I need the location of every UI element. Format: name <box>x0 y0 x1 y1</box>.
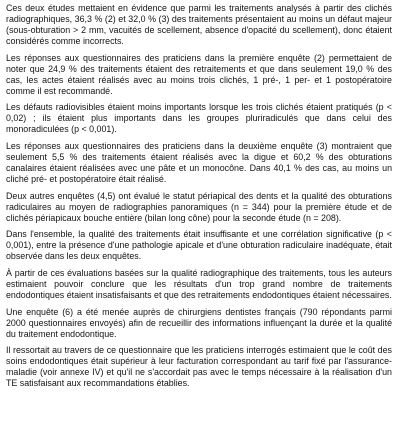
paragraph-cost-findings: Il ressortait au travers de ce questionnaire que les praticiens interrogés estimaient que le coût des soins endodontiques était supérieur à leur facturation correspondant au tarif fixé par l'assurance-maladie (voir annexe IV) et qu'il ne s'accordait pas avec le temps nécessaire à la réalisation d'un TE satisfaisant aux recommandations établies. <box>6 345 392 389</box>
paragraph-overall-quality: Dans l'ensemble, la qualité des traitements était insuffisante et une corrélation significative (p < 0,001), entre la présence d'une pathologie apicale et d'une obturation radiculaire inadéquate, était observée dans les deux enquêtes. <box>6 229 392 262</box>
paragraph-authors-conclusion: À partir de ces évaluations basées sur la qualité radiographique des traitements, tous les auteurs estimaient pouvoir conclure que les résultats d'un trop grand nombre de traitements endodontiques étaient insatisfaisants et que des retraitements endodontiques étaient nécessaires. <box>6 267 392 301</box>
paragraph-other-surveys: Deux autres enquêtes (4,5) ont évalué le statut périapical des dents et la qualité des obturations radiculaires au moyen de radiographies panoramiques (n = 344) pour la première étude et de clichés périapicaux bouche entière (bilan long cône) pour la seconde étude (n = 208). <box>6 190 392 223</box>
paragraph-first-survey: Les réponses aux questionnaires des praticiens dans la première enquête (2) permettaient de noter que 24,9 % des traitements étaient des retraitements et que dans seulement 19,0 % des cas, les actes étaient réalisés avec au moins trois clichés, 1 pré-, 1 per- et 1 postopératoire comme il est recommandé. <box>6 52 392 96</box>
paragraph-french-dentists-survey: Une enquête (6) a été menée auprès de chirurgiens dentistes français (790 répondants parmi 2000 questionnaires envoyés) afin de recueillir des informations influençant la durée et la qualité du traitement endodontique. <box>6 306 392 339</box>
paragraph-second-survey: Les réponses aux questionnaires des praticiens dans la deuxième enquête (3) montraient que seulement 5,5 % des traitements étaient réalisés avec la digue et 60,2 % des obturations canalaires étaient réalisées avec une pâte et un monocône. Dans 40,1 % des cas, au moins un cliché pré- et postopératoire était réalisé. <box>6 141 392 185</box>
paragraph-radiographic-defects: Ces deux études mettaient en évidence que parmi les traitements analysés à partir des clichés radiographiques, 36,3 % (2) et 32,0 % (3) des traitements présentaient au moins un défaut majeur (sous-obturation > 2 mm, vacuités de scellement, absence d'opacité du scellement), donc étaient considérés comme incorrects. <box>6 3 392 47</box>
paragraph-radiovisible-defects: Les défauts radiovisibles étaient moins importants lorsque les trois clichés étaient pratiqués (p < 0,02) ; ils étaient plus importants dans les groupes pluriradiculés que dans celui des monoradiculées (p < 0,001). <box>6 102 392 135</box>
